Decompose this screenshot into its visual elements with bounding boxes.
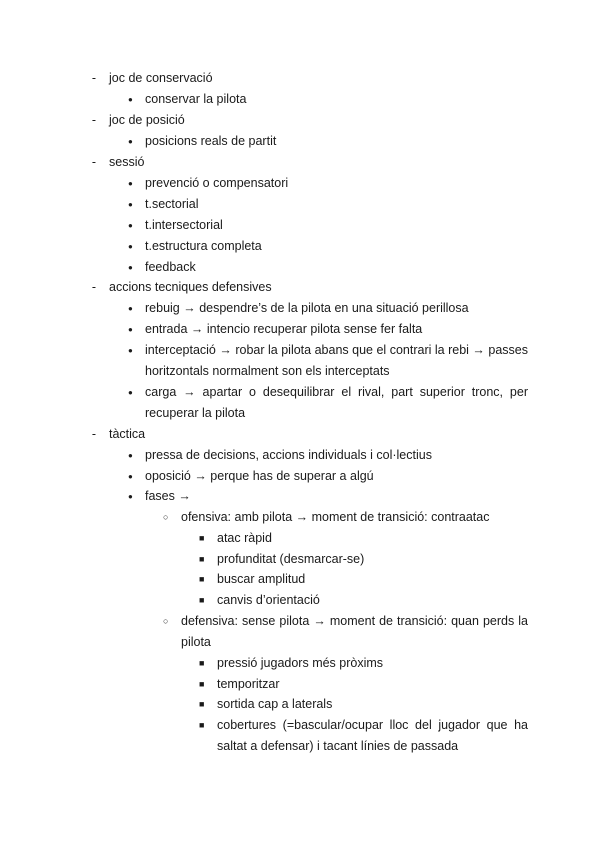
outline-item-text: accions tecniques defensives (109, 280, 272, 294)
outline-item-text: ofensiva: amb pilota → moment de transició: contraatac (181, 510, 490, 524)
outline-item-text: joc de conservació (109, 71, 213, 85)
outline-item-level-1 (0, 236, 600, 257)
outline-item-level-1 (0, 257, 600, 278)
outline-item-text: cobertures (=bascular/ocupar lloc del jugador que ha saltat a defensar) i tacant línies de passada (217, 718, 528, 753)
disc-bullet: ● (128, 137, 133, 146)
outline-item-text: prevenció o compensatori (145, 176, 289, 190)
outline-item-text: interceptació → robar la pilota abans que el contrari la rebi → passes horitzontals normalment son els interceptats (145, 343, 528, 378)
outline-item-level-3 (0, 549, 600, 570)
outline-item-text: oposició → perque has de superar a algú (145, 469, 374, 483)
disc-bullet: ● (128, 388, 133, 397)
outline-item-text: sessió (109, 155, 145, 169)
outline-item-text: feedback (145, 260, 196, 274)
outline-item-level-1 (0, 340, 600, 382)
square-bullet: ■ (199, 658, 205, 668)
outline-item-text: fases → (145, 489, 191, 503)
outline-item-text: t.sectorial (145, 197, 199, 211)
outline-item-text: atac ràpid (217, 531, 272, 545)
outline-item-level-1 (0, 319, 600, 340)
square-bullet: ■ (199, 554, 205, 564)
outline-item-level-1 (0, 131, 600, 152)
outline-item-text: tàctica (109, 427, 146, 441)
outline-item-text: entrada → intencio recuperar pilota sense fer falta (145, 322, 423, 336)
outline-item-level-2 (0, 507, 600, 528)
dash-bullet: - (91, 427, 97, 441)
outline-item-level-1 (0, 486, 600, 507)
square-bullet: ■ (199, 679, 205, 689)
disc-bullet: ● (128, 451, 133, 460)
outline-item-level-0 (0, 68, 600, 89)
square-bullet: ■ (199, 574, 205, 584)
dash-bullet: - (91, 155, 97, 169)
outline-item-level-3 (0, 694, 600, 715)
disc-bullet: ● (128, 492, 133, 501)
disc-bullet: ● (128, 263, 133, 272)
outline-item-level-3 (0, 715, 600, 757)
outline-item-level-3 (0, 590, 600, 611)
outline-item-text: sortida cap a laterals (217, 697, 333, 711)
outline-item-level-3 (0, 653, 600, 674)
outline-item-level-1 (0, 215, 600, 236)
outline-item-text: buscar amplitud (217, 572, 306, 586)
outline-item-text: pressió jugadors més pròxims (217, 656, 384, 670)
outline-item-text: carga → apartar o desequilibrar el rival, part superior tronc, per recuperar la pilota (145, 385, 528, 420)
disc-bullet: ● (128, 200, 133, 209)
disc-bullet: ● (128, 179, 133, 188)
outline-item-level-3 (0, 569, 600, 590)
outline-item-text: profunditat (desmarcar-se) (217, 552, 365, 566)
circle-bullet: ○ (163, 616, 169, 626)
outline-item-text: pressa de decisions, accions individuals i col·lectius (145, 448, 432, 462)
disc-bullet: ● (128, 472, 133, 481)
circle-bullet: ○ (163, 512, 169, 522)
outline-item-level-1 (0, 173, 600, 194)
outline-item-level-1 (0, 382, 600, 424)
square-bullet: ■ (199, 720, 205, 730)
outline-item-text: temporitzar (217, 677, 280, 691)
outline-item-level-1 (0, 194, 600, 215)
disc-bullet: ● (128, 304, 133, 313)
disc-bullet: ● (128, 325, 133, 334)
outline-item-level-3 (0, 674, 600, 695)
outline-item-level-0 (0, 424, 600, 445)
disc-bullet: ● (128, 346, 133, 355)
square-bullet: ■ (199, 595, 205, 605)
outline-item-text: canvis d’orientació (217, 593, 320, 607)
dash-bullet: - (91, 71, 97, 85)
disc-bullet: ● (128, 242, 133, 251)
outline-item-level-0 (0, 152, 600, 173)
outline-item-level-2 (0, 611, 600, 653)
disc-bullet: ● (128, 95, 133, 104)
outline-item-text: t.estructura completa (145, 239, 262, 253)
outline-item-text: t.intersectorial (145, 218, 223, 232)
outline-item-text: joc de posició (109, 113, 185, 127)
outline-item-level-1 (0, 89, 600, 110)
outline-item-level-0 (0, 110, 600, 131)
disc-bullet: ● (128, 221, 133, 230)
outline-item-text: rebuig → despendre’s de la pilota en una situació perillosa (145, 301, 469, 315)
outline-item-level-1 (0, 298, 600, 319)
outline-item-text: conservar la pilota (145, 92, 247, 106)
outline-item-text: defensiva: sense pilota → moment de transició: quan perds la pilota (181, 614, 528, 649)
outline-item-level-1 (0, 445, 600, 466)
outline-item-level-0 (0, 277, 600, 298)
dash-bullet: - (91, 113, 97, 127)
dash-bullet: - (91, 280, 97, 294)
square-bullet: ■ (199, 699, 205, 709)
outline-item-level-3 (0, 528, 600, 549)
outline-item-level-1 (0, 466, 600, 487)
outline-item-text: posicions reals de partit (145, 134, 277, 148)
square-bullet: ■ (199, 533, 205, 543)
